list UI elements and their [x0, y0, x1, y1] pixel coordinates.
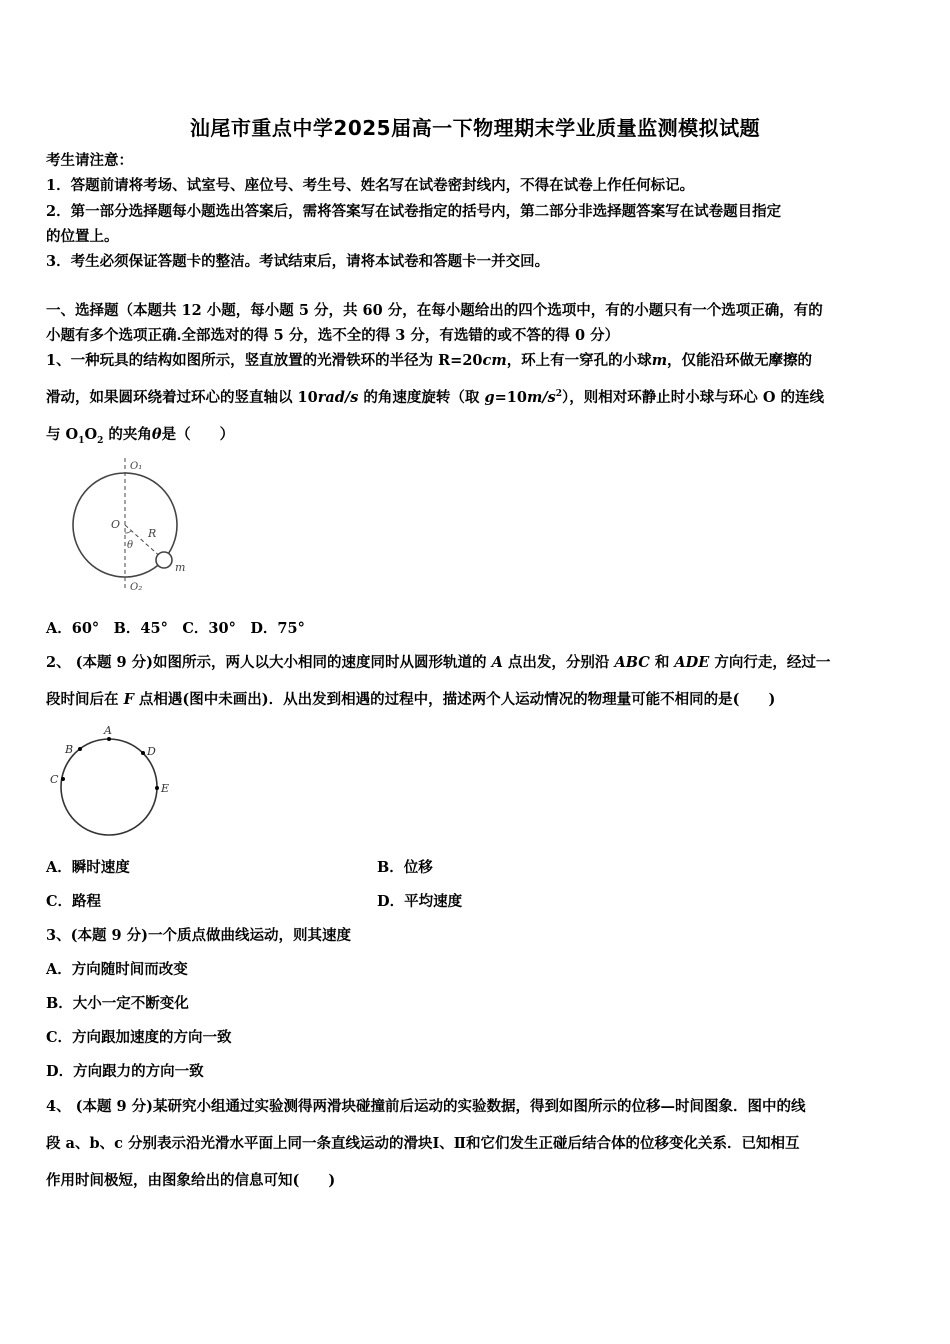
q1-line-2: 滑动，如果圆环绕着过环心的竖直轴以 10rad/s 的角速度旋转（取 $g=10m/s^2$），则相对环静止时小球与环心 O 的连线 — [46, 389, 825, 406]
q2-line-1: 2、 (本题 9 分)如图所示，两人以大小相同的速度同时从圆形轨道的 A 点出发，分别沿 ABC 和 ADE 方向行走，经过一 — [46, 654, 831, 671]
label-r: R — [148, 527, 157, 540]
page-title: 汕尾市重点中学2025届高一下物理期末学业质量监测模拟试题 — [189, 116, 761, 140]
notice-heading: 考生请注意： — [46, 152, 133, 169]
angle-arc — [125, 531, 131, 533]
q2-track-figure — [44, 722, 184, 842]
label-o1: O₁ — [130, 461, 143, 472]
q2-option-c: C．路程 — [46, 893, 102, 910]
label-o2: O₂ — [130, 582, 143, 593]
point-e — [155, 786, 159, 790]
ball-m — [156, 552, 172, 568]
notice-item-2-cont: 的位置上。 — [46, 228, 119, 245]
label-e: E — [161, 782, 170, 795]
label-b: B — [65, 743, 74, 756]
label-theta: θ — [127, 540, 134, 551]
point-a — [107, 737, 111, 741]
q3-option-a: A．方向随时间而改变 — [46, 961, 188, 978]
notice-item-3: 3．考生必须保证答题卡的整洁。考试结束后，请将本试卷和答题卡一并交回。 — [46, 253, 550, 270]
label-o: O — [111, 518, 121, 531]
label-m: m — [175, 561, 186, 574]
notice-item-2: 2．第一部分选择题每小题选出答案后，需将答案写在试卷指定的括号内，第二部分非选择题答案写在试卷题目指定 — [46, 203, 782, 220]
point-b — [78, 747, 82, 751]
q3-option-c: C．方向跟加速度的方向一致 — [46, 1029, 232, 1046]
q1-line-3: 与 $O_1O_2$ 的夹角θ是（ ） — [46, 426, 235, 446]
q3-option-b: B．大小一定不断变化 — [46, 995, 189, 1012]
section1-intro-1: 一、选择题（本题共 12 小题，每小题 5 分，共 60 分，在每小题给出的四个选项中，有的小题只有一个选项正确，有的 — [46, 302, 823, 319]
q1-line-1: 1、一种玩具的结构如图所示，竖直放置的光滑铁环的半径为 R=20cm，环上有一穿孔的小球m，仅能沿环做无摩擦的 — [46, 352, 813, 369]
label-d: D — [147, 745, 156, 758]
notice-item-1: 1．答题前请将考场、试室号、座位号、考生号、姓名写在试卷密封线内，不得在试卷上作任何标记。 — [46, 177, 695, 194]
q2-option-d: D．平均速度 — [377, 893, 463, 910]
q2-line-2: 段时间后在 F 点相遇(图中未画出)．从出发到相遇的过程中，描述两个人运动情况的物理量可能不相同的是( ) — [46, 691, 776, 708]
label-a: A — [104, 724, 112, 737]
label-c: C — [50, 773, 59, 786]
q1-options: A．60° B．45° C．30° D．75° — [46, 620, 305, 637]
q1-ring-figure — [60, 452, 200, 598]
q3-stem: 3、(本题 9 分)一个质点做曲线运动，则其速度 — [46, 927, 351, 944]
q3-option-d: D．方向跟力的方向一致 — [46, 1063, 204, 1080]
q2-option-b: B．位移 — [377, 859, 433, 876]
point-c — [61, 777, 65, 781]
q2-option-a: A．瞬时速度 — [46, 859, 130, 876]
section1-intro-2: 小题有多个选项正确.全部选对的得 5 分，选不全的得 3 分，有选错的或不答的得 0 分） — [46, 327, 620, 344]
q4-line-3: 作用时间极短，由图象给出的信息可知( ) — [46, 1172, 336, 1189]
q4-line-2: 段 a、b、c 分别表示沿光滑水平面上同一条直线运动的滑块Ⅰ、Ⅱ和它们发生正碰后结合体的位移变化关系．已知相互 — [46, 1135, 800, 1152]
q4-line-1: 4、 (本题 9 分)某研究小组通过实验测得两滑块碰撞前后运动的实验数据，得到如图所示的位移—时间图象．图中的线 — [46, 1098, 806, 1115]
point-d — [141, 751, 145, 755]
